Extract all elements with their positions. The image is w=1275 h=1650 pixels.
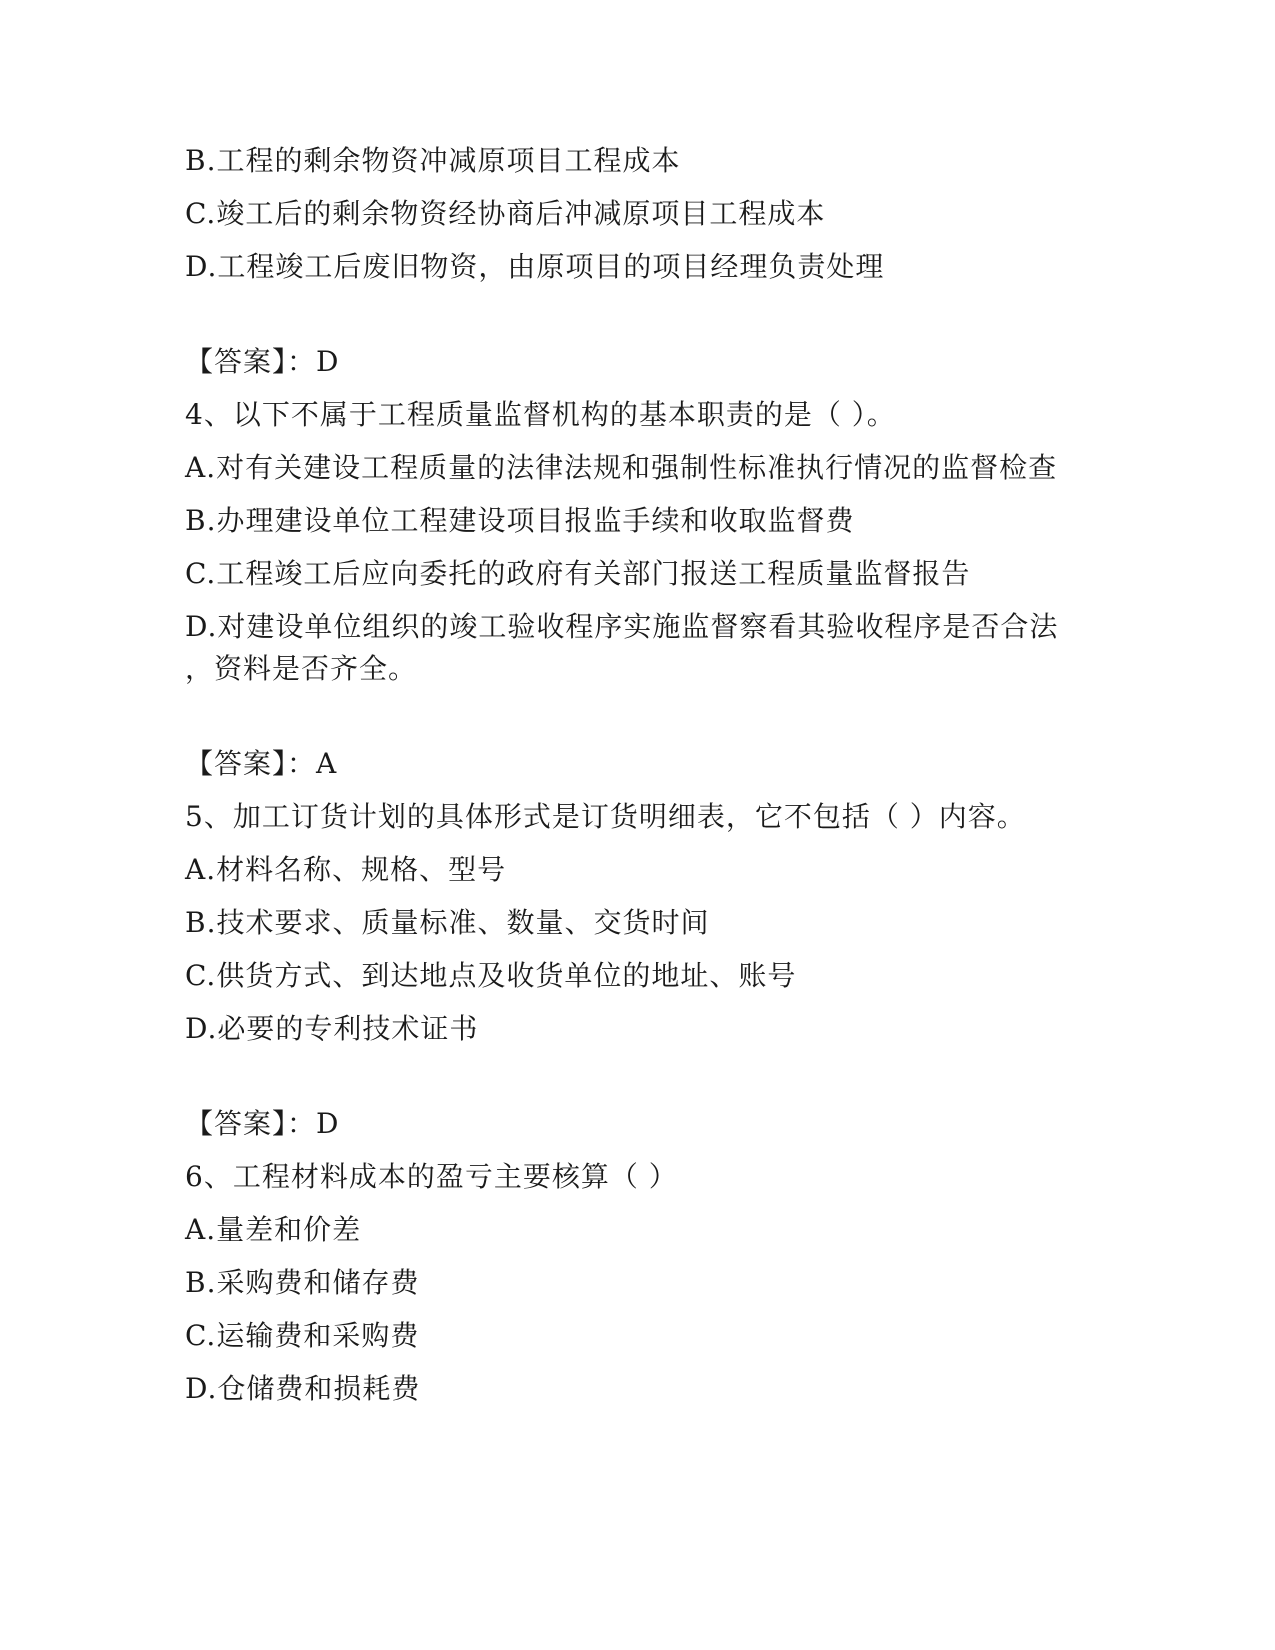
q5-option-a: A.材料名称、规格、型号 bbox=[185, 853, 507, 886]
q4-question: 4、以下不属于工程质量监督机构的基本职责的是（ ）。 bbox=[185, 398, 896, 431]
q6-question: 6、工程材料成本的盈亏主要核算（ ） bbox=[185, 1160, 678, 1193]
q5-question: 5、加工订货计划的具体形式是订货明细表，它不包括（ ）内容。 bbox=[185, 800, 1026, 833]
q3-option-d: D.工程竣工后废旧物资，由原项目的项目经理负责处理 bbox=[185, 250, 885, 283]
q5-answer: 【答案】：D bbox=[185, 1107, 340, 1140]
q3-answer: 【答案】：D bbox=[185, 345, 340, 378]
q5-option-b: B.技术要求、质量标准、数量、交货时间 bbox=[185, 906, 710, 939]
q3-option-b: B.工程的剩余物资冲减原项目工程成本 bbox=[185, 144, 681, 177]
q6-option-c: C.运输费和采购费 bbox=[185, 1319, 420, 1352]
q4-answer: 【答案】：A bbox=[185, 747, 338, 780]
q6-option-b: B.采购费和储存费 bbox=[185, 1266, 420, 1299]
q4-option-d-line2: ，资料是否齐全。 bbox=[185, 652, 418, 685]
q3-option-c: C.竣工后的剩余物资经协商后冲减原项目工程成本 bbox=[185, 197, 826, 230]
q6-option-a: A.量差和价差 bbox=[185, 1213, 362, 1246]
q4-option-a: A.对有关建设工程质量的法律法规和强制性标准执行情况的监督检查 bbox=[185, 451, 1058, 484]
q5-option-c: C.供货方式、到达地点及收货单位的地址、账号 bbox=[185, 959, 797, 992]
q4-option-b: B.办理建设单位工程建设项目报监手续和收取监督费 bbox=[185, 504, 855, 537]
q6-option-d: D.仓储费和损耗费 bbox=[185, 1372, 421, 1405]
q5-option-d: D.必要的专利技术证书 bbox=[185, 1012, 479, 1045]
q4-option-c: C.工程竣工后应向委托的政府有关部门报送工程质量监督报告 bbox=[185, 557, 971, 590]
q4-option-d-line1: D.对建设单位组织的竣工验收程序实施监督察看其验收程序是否合法 bbox=[185, 610, 1059, 643]
